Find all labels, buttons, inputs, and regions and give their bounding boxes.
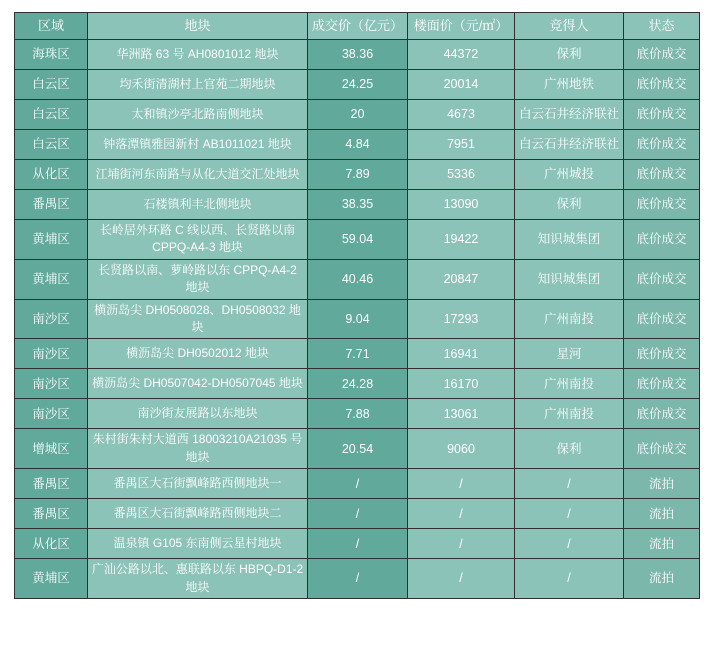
cell-plot: 华洲路 63 号 AH0801012 地块: [88, 40, 308, 70]
cell-floor: 16941: [408, 339, 515, 369]
cell-status: 底价成交: [624, 369, 700, 399]
cell-floor: 5336: [408, 160, 515, 190]
cell-plot: 广汕公路以北、惠联路以东 HBPQ-D1-2 地块: [88, 559, 308, 599]
cell-plot: 横沥岛尖 DH0507042-DH0507045 地块: [88, 369, 308, 399]
column-header-winner: 竞得人: [515, 13, 624, 40]
cell-plot: 均禾街清湖村上官苑二期地块: [88, 70, 308, 100]
cell-region: 黄埔区: [15, 559, 88, 599]
cell-region: 黄埔区: [15, 220, 88, 260]
cell-floor: /: [408, 559, 515, 599]
cell-price: 7.89: [308, 160, 408, 190]
cell-floor: 7951: [408, 130, 515, 160]
cell-region: 增城区: [15, 429, 88, 469]
cell-status: 底价成交: [624, 339, 700, 369]
header-row: [15, 13, 700, 40]
cell-winner: 保利: [515, 40, 624, 70]
cell-price: /: [308, 559, 408, 599]
table-row: [15, 130, 700, 160]
cell-plot: 番禺区大石街飘峰路西侧地块一: [88, 469, 308, 499]
cell-price: /: [308, 469, 408, 499]
cell-winner: 星河: [515, 339, 624, 369]
cell-price: 24.25: [308, 70, 408, 100]
cell-plot: 江埔街河东南路与从化大道交汇处地块: [88, 160, 308, 190]
cell-price: 20.54: [308, 429, 408, 469]
column-header-plot: 地块: [88, 13, 308, 40]
column-header-region: 区域: [15, 13, 88, 40]
cell-floor: 13061: [408, 399, 515, 429]
cell-status: 底价成交: [624, 190, 700, 220]
cell-price: 38.35: [308, 190, 408, 220]
cell-plot: 朱村街朱村大道西 18003210A21035 号地块: [88, 429, 308, 469]
cell-status: 底价成交: [624, 220, 700, 260]
cell-floor: 20847: [408, 259, 515, 299]
table-row: [15, 190, 700, 220]
cell-region: 从化区: [15, 529, 88, 559]
cell-floor: 4673: [408, 100, 515, 130]
table-row: [15, 299, 700, 339]
cell-region: 番禺区: [15, 469, 88, 499]
cell-winner: /: [515, 469, 624, 499]
cell-plot: 石楼镇利丰北侧地块: [88, 190, 308, 220]
cell-floor: /: [408, 499, 515, 529]
table-row: [15, 259, 700, 299]
cell-winner: 白云石井经济联社: [515, 100, 624, 130]
table-row: [15, 469, 700, 499]
table-row: [15, 40, 700, 70]
cell-winner: 广州地铁: [515, 70, 624, 100]
cell-region: 从化区: [15, 160, 88, 190]
cell-winner: /: [515, 529, 624, 559]
cell-region: 南沙区: [15, 339, 88, 369]
cell-price: 38.36: [308, 40, 408, 70]
cell-floor: 16170: [408, 369, 515, 399]
cell-plot: 横沥岛尖 DH0502012 地块: [88, 339, 308, 369]
cell-plot: 番禺区大石街飘峰路西侧地块二: [88, 499, 308, 529]
cell-price: 7.88: [308, 399, 408, 429]
cell-winner: 广州南投: [515, 299, 624, 339]
cell-floor: 44372: [408, 40, 515, 70]
cell-region: 番禺区: [15, 499, 88, 529]
cell-price: 24.28: [308, 369, 408, 399]
cell-plot: 太和镇沙亭北路南侧地块: [88, 100, 308, 130]
cell-floor: /: [408, 469, 515, 499]
table-row: [15, 220, 700, 260]
cell-floor: 19422: [408, 220, 515, 260]
table-row: [15, 499, 700, 529]
cell-plot: 长贤路以南、萝岭路以东 CPPQ-A4-2 地块: [88, 259, 308, 299]
table-row: [15, 70, 700, 100]
cell-plot: 南沙街友展路以东地块: [88, 399, 308, 429]
cell-status: 底价成交: [624, 259, 700, 299]
column-header-status: 状态: [624, 13, 700, 40]
cell-floor: 13090: [408, 190, 515, 220]
cell-status: 流拍: [624, 529, 700, 559]
table-row: [15, 160, 700, 190]
cell-region: 南沙区: [15, 369, 88, 399]
cell-region: 番禺区: [15, 190, 88, 220]
cell-price: 40.46: [308, 259, 408, 299]
cell-floor: 9060: [408, 429, 515, 469]
cell-region: 黄埔区: [15, 259, 88, 299]
cell-floor: 17293: [408, 299, 515, 339]
column-header-price: 成交价（亿元）: [308, 13, 408, 40]
cell-status: 底价成交: [624, 100, 700, 130]
cell-plot: 钟落潭镇雅园新村 AB1011021 地块: [88, 130, 308, 160]
cell-winner: 知识城集团: [515, 259, 624, 299]
table-row: [15, 559, 700, 599]
cell-status: 底价成交: [624, 429, 700, 469]
cell-price: 59.04: [308, 220, 408, 260]
cell-region: 南沙区: [15, 399, 88, 429]
cell-region: 白云区: [15, 130, 88, 160]
cell-winner: 保利: [515, 429, 624, 469]
cell-price: 20: [308, 100, 408, 130]
cell-status: 底价成交: [624, 299, 700, 339]
cell-status: 底价成交: [624, 399, 700, 429]
cell-status: 底价成交: [624, 40, 700, 70]
table-body: [15, 40, 700, 599]
cell-status: 底价成交: [624, 160, 700, 190]
table-row: [15, 429, 700, 469]
table-row: [15, 100, 700, 130]
cell-winner: 广州城投: [515, 160, 624, 190]
cell-winner: /: [515, 559, 624, 599]
cell-region: 白云区: [15, 70, 88, 100]
cell-status: 流拍: [624, 469, 700, 499]
cell-status: 底价成交: [624, 70, 700, 100]
table-row: [15, 369, 700, 399]
cell-region: 南沙区: [15, 299, 88, 339]
cell-price: 4.84: [308, 130, 408, 160]
table-row: [15, 399, 700, 429]
column-header-floor-price: 楼面价（元/㎡）: [408, 13, 515, 40]
cell-status: 流拍: [624, 559, 700, 599]
cell-status: 流拍: [624, 499, 700, 529]
cell-status: 底价成交: [624, 130, 700, 160]
cell-region: 白云区: [15, 100, 88, 130]
cell-region: 海珠区: [15, 40, 88, 70]
cell-plot: 长岭居外环路 C 线以西、长贤路以南 CPPQ-A4-3 地块: [88, 220, 308, 260]
cell-winner: 保利: [515, 190, 624, 220]
cell-price: 7.71: [308, 339, 408, 369]
cell-price: /: [308, 529, 408, 559]
land-auction-table: [14, 12, 700, 599]
cell-plot: 温泉镇 G105 东南侧云星村地块: [88, 529, 308, 559]
cell-winner: 广州南投: [515, 399, 624, 429]
cell-price: 9.04: [308, 299, 408, 339]
cell-winner: 知识城集团: [515, 220, 624, 260]
cell-floor: 20014: [408, 70, 515, 100]
table-row: [15, 529, 700, 559]
cell-plot: 横沥岛尖 DH0508028、DH0508032 地块: [88, 299, 308, 339]
cell-winner: 白云石井经济联社: [515, 130, 624, 160]
cell-floor: /: [408, 529, 515, 559]
cell-price: /: [308, 499, 408, 529]
table-row: [15, 339, 700, 369]
cell-winner: /: [515, 499, 624, 529]
cell-winner: 广州南投: [515, 369, 624, 399]
